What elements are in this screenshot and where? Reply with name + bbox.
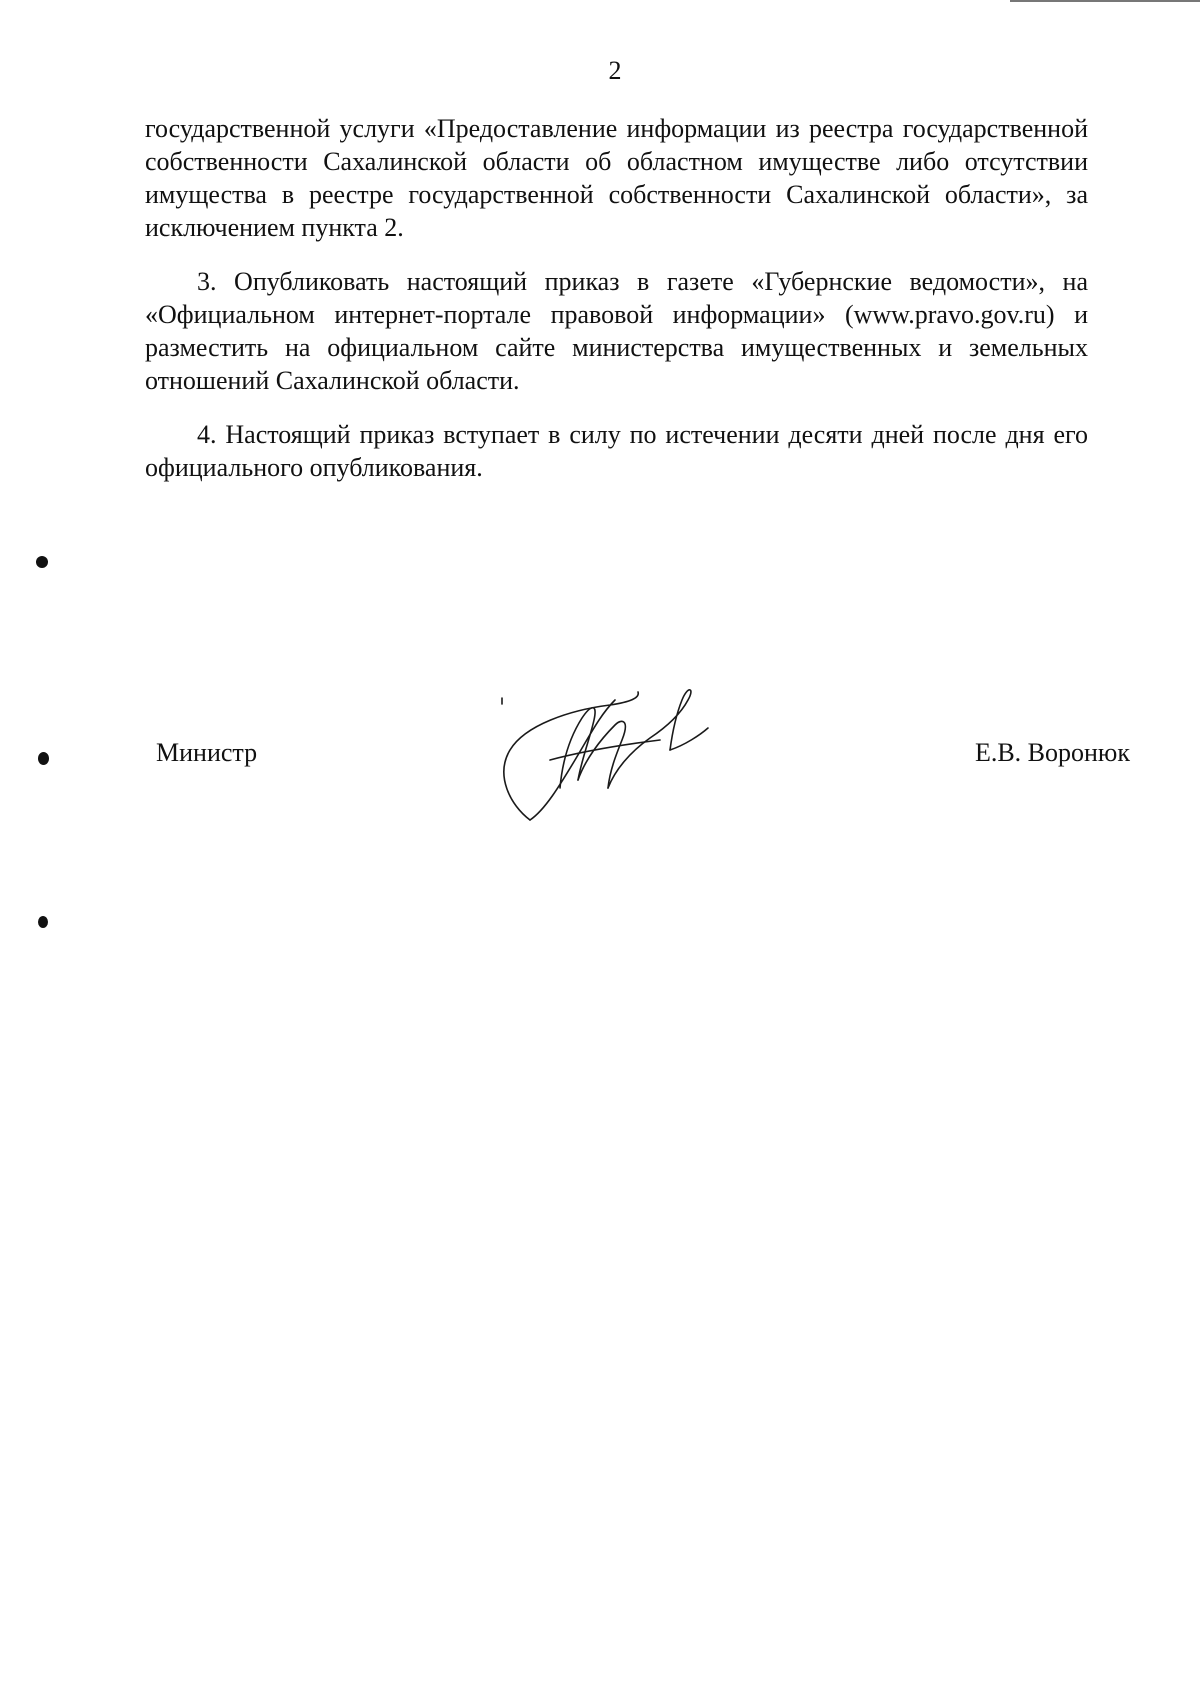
scan-artifact — [38, 916, 48, 928]
page-number: 2 — [608, 56, 622, 85]
handwritten-signature — [490, 680, 730, 830]
paragraph-continuation: государственной услуги «Предоставление информации из реестра государственной собственности Сахалинской области об областном имуществе либо отсутствии имущества в реестре государственной собственности Сахалинской области», за исключением пункта 2. — [145, 114, 1088, 242]
paragraph-item-4: 4. Настоящий приказ вступает в силу по истечении десяти дней после дня его официального опубликования. — [145, 420, 1088, 482]
scan-artifact — [36, 556, 48, 568]
paragraph-item-3: 3. Опубликовать настоящий приказ в газете «Губернские ведомости», на «Официальном интернет-портале правовой информации» (www.pravo.gov.ru) и разместить на официальном сайте министерства имущественных и земельных отношений Сахалинской области. — [145, 267, 1088, 395]
signatory-title: Министр — [156, 738, 258, 767]
scan-edge-line — [1010, 0, 1200, 2]
scan-artifact — [38, 752, 49, 765]
signatory-name: Е.В. Воронюк — [974, 738, 1130, 767]
